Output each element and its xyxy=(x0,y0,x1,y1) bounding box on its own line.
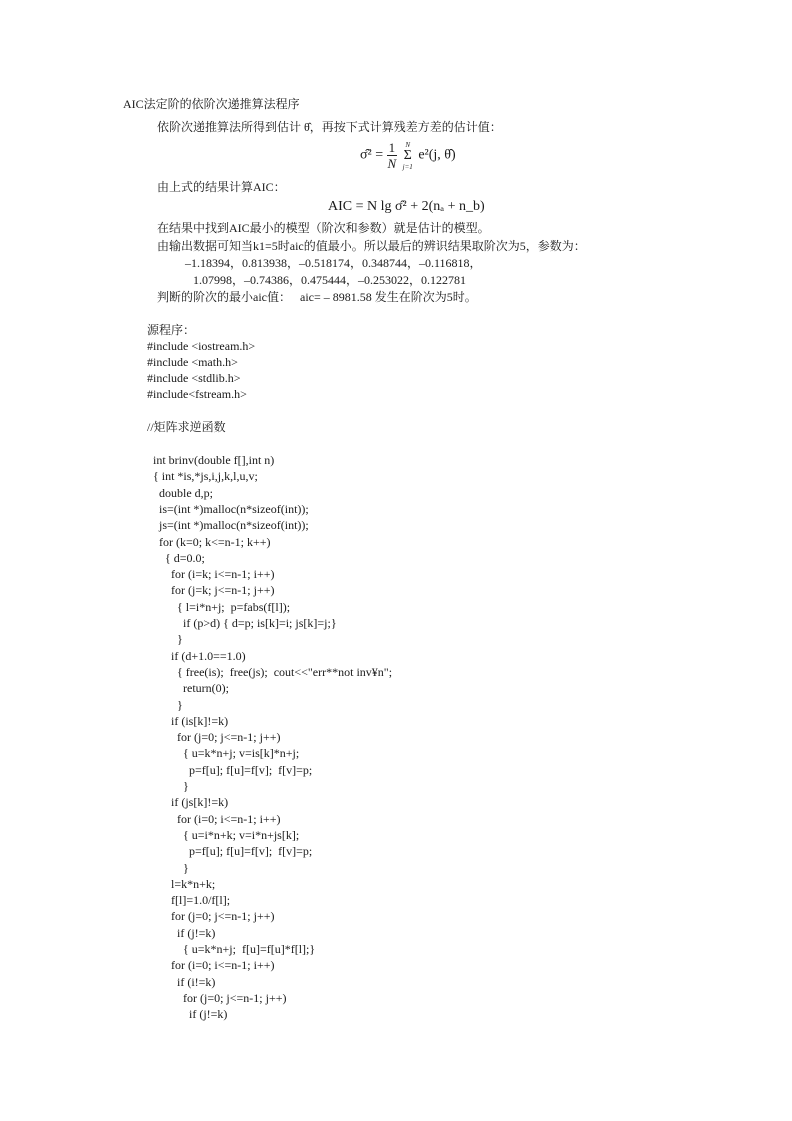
code-line: for (j=0; j<=n-1; j++) xyxy=(147,909,275,924)
code-line: } xyxy=(147,697,183,712)
find-text: 在结果中找到AIC最小的模型（阶次和参数）就是估计的模型。 xyxy=(157,221,490,235)
formula1-den: N xyxy=(387,156,397,171)
doc-title: AIC法定阶的依阶次递推算法程序 xyxy=(123,97,300,111)
code-line: { int *is,*js,i,j,k,l,u,v; xyxy=(147,469,258,484)
sum-symbol: N Σ j=1 xyxy=(402,140,413,171)
code-line: { u=k*n+j; v=is[k]*n+j; xyxy=(147,746,300,761)
code-line: double d,p; xyxy=(147,485,213,500)
code-line: for (j=k; j<=n-1; j++) xyxy=(147,583,275,598)
variance-formula xyxy=(360,140,456,171)
min-aic-text: 判断的阶次的最小aic值： aic= – 8981.58 发生在阶次为5时。 xyxy=(157,290,477,304)
aic-formula: AIC = N lg σ̂² + 2(nₐ + n_b) xyxy=(328,199,485,214)
params-line-2: 1.07998，–0.74386，0.475444，–0.253022，0.122781 xyxy=(193,273,467,287)
code-line: } xyxy=(147,779,189,793)
include-line: #include <iostream.h> xyxy=(147,339,256,353)
code-line: for (i=0; i<=n-1; i++) xyxy=(147,958,275,973)
include-line: #include <math.h> xyxy=(147,355,238,369)
source-label: 源程序： xyxy=(147,323,196,337)
code-line: { u=k*n+j; f[u]=f[u]*f[l];} xyxy=(147,942,316,956)
code-line: if (js[k]!=k) xyxy=(147,795,229,810)
calc-text: 由上式的结果计算AIC： xyxy=(157,180,286,194)
code-line: if (p>d) { d=p; is[k]=i; js[k]=j;} xyxy=(147,616,337,630)
code-line: for (j=0; j<=n-1; j++) xyxy=(147,730,281,745)
code-line: for (i=k; i<=n-1; i++) xyxy=(147,567,275,582)
code-line: { d=0.0; xyxy=(147,550,205,565)
formula1-num: 1 xyxy=(388,140,396,155)
code-line: if (d+1.0==1.0) xyxy=(147,648,246,663)
code-line: if (j!=k) xyxy=(147,925,216,940)
code-line: int brinv(double f[],int n) xyxy=(147,453,275,467)
code-line: if (i!=k) xyxy=(147,974,216,989)
code-line: for (k=0; k<=n-1; k++) xyxy=(147,534,271,549)
result-text: 由输出数据可知当k1=5时aic的值最小。所以最后的辨识结果取阶次为5，参数为： xyxy=(157,239,586,253)
code-line: p=f[u]; f[u]=f[v]; f[v]=p; xyxy=(147,762,313,777)
code-line: for (i=0; i<=n-1; i++) xyxy=(147,811,281,826)
code-line: return(0); xyxy=(147,681,229,696)
params-line-1: –1.18394，0.813938，–0.518174，0.348744，–0.116818， xyxy=(185,256,482,270)
code-line: is=(int *)malloc(n*sizeof(int)); xyxy=(147,501,309,516)
code-line: { free(is); free(js); cout<<"err**not inv¥n"; xyxy=(147,664,393,679)
code-line: if (j!=k) xyxy=(147,1007,228,1022)
formula1-fraction xyxy=(387,140,398,171)
code-line: p=f[u]; f[u]=f[v]; f[v]=p; xyxy=(147,844,313,859)
code-line: if (is[k]!=k) xyxy=(147,713,229,728)
include-line: #include <stdlib.h> xyxy=(147,371,241,385)
sum-top: N xyxy=(405,140,411,149)
formula1-lhs: σ̂² = xyxy=(360,147,384,163)
code-line: f[l]=1.0/f[l]; xyxy=(147,893,231,908)
code-comment: //矩阵求逆函数 xyxy=(147,420,226,434)
formula1-rhs: e²(j, θ̂) xyxy=(418,147,456,163)
code-line: } xyxy=(147,860,189,875)
code-line: for (j=0; j<=n-1; j++) xyxy=(147,990,287,1005)
include-line: #include<fstream.h> xyxy=(147,387,247,401)
intro-text: 依阶次递推算法所得到估计 θ̂，再按下式计算残差方差的估计值： xyxy=(157,120,502,134)
code-line: { u=i*n+k; v=i*n+js[k]; xyxy=(147,827,300,842)
code-line: l=k*n+k; xyxy=(147,876,216,891)
code-line: js=(int *)malloc(n*sizeof(int)); xyxy=(147,518,309,533)
sum-bottom: j=1 xyxy=(402,162,413,171)
code-line: } xyxy=(147,632,183,647)
code-line: { l=i*n+j; p=fabs(f[l]); xyxy=(147,599,291,614)
